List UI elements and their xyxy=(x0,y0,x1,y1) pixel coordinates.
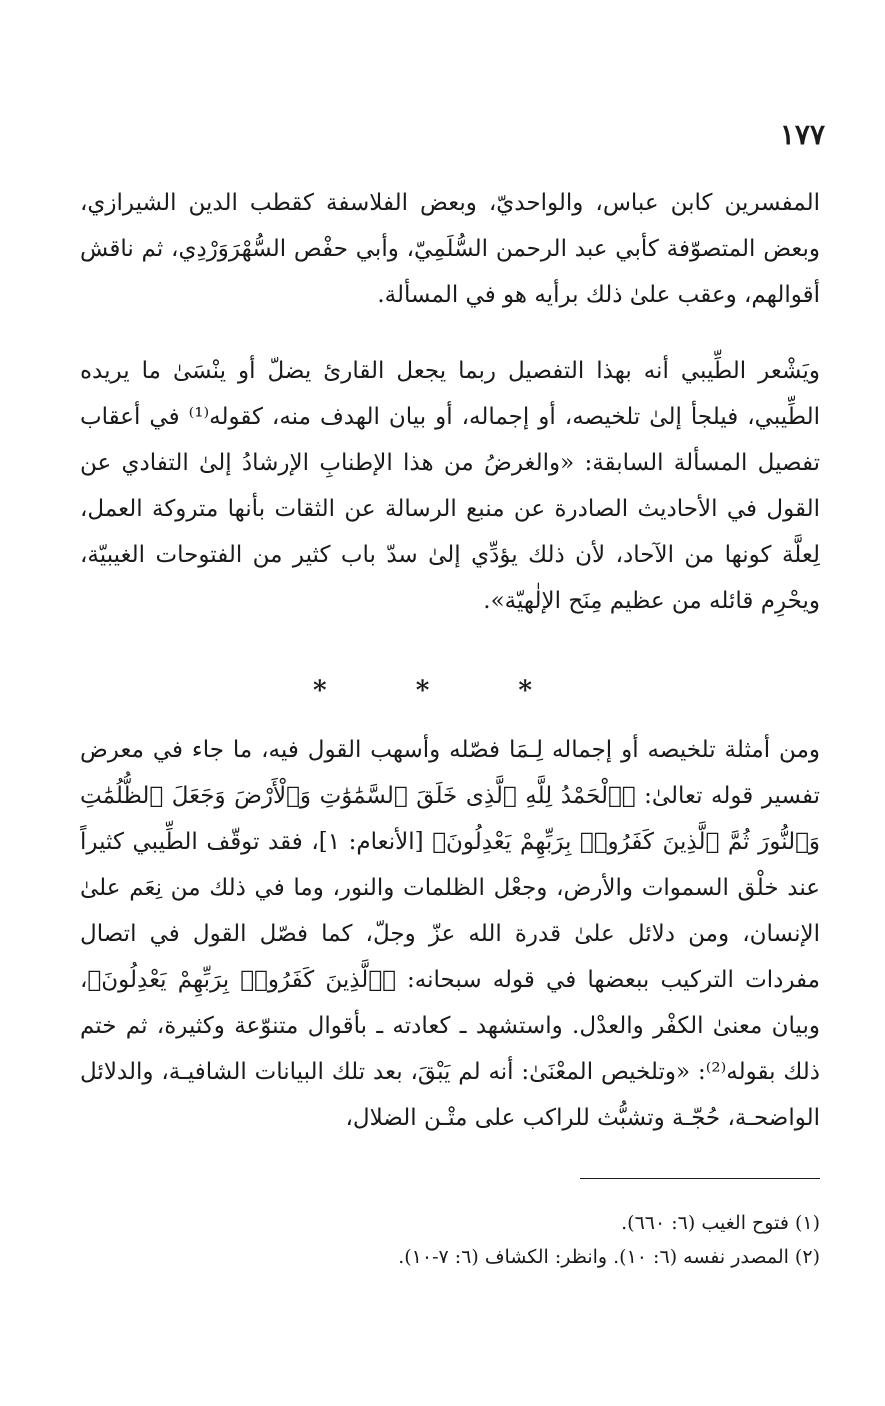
footnote-divider xyxy=(580,1178,820,1179)
paragraph-1 xyxy=(80,180,820,318)
paragraph-3 xyxy=(80,727,820,1141)
footnote-1: (١) فتوح الغيب (٦: ٦٦٠). xyxy=(621,1212,820,1234)
section-separator: * * * xyxy=(313,676,572,706)
paragraph-text: ومن أمثلة تلخيصه أو إجماله لِـمَا فصّله وأسهب القول فيه، ما جاء في معرض تفسير قوله تعالىٰ: ﴿ٱلْحَمْدُ لِلَّهِ ٱلَّذِى خَلَقَ ٱلسَّمَٰوَٰتِ وَٱلْأَرْضَ وَجَعَلَ ٱلظُّلُمَٰتِ وَٱلنُّورَ ثُمَّ ٱلَّذِينَ كَفَرُوا۟ بِرَبِّهِمْ يَعْدِلُونَ﴾ [الأنعام: ١]، فقد توقّف الطِّيبي كثيراً عند خلْق السموات والأرض، وجعْل الظلمات والنور، وما في ذلك من نِعَم علىٰ الإنسان، ومن دلائل علىٰ قدرة الله عزّ وجلّ، كما فصّل القول في اتصال مفردات التركيب ببعضها في قوله سبحانه: ﴿ٱلَّذِينَ كَفَرُوا۟ بِرَبِّهِمْ يَعْدِلُونَ﴾، وبيان معنىٰ الكفْر والعدْل. واستشهد ـ كعادته ـ بأقوال متنوّعة وكثيرة، ثم ختم ذلك بقوله⁽²⁾: «وتلخيص المعْنَىٰ: أنه لم يَبْقَ، بعد تلك البيانات الشافيـة، والدلائل الواضحـة، حُجّـة وتشبُّث للراكب على متْـن الضلال، xyxy=(80,737,820,1131)
footnote-2: (٢) المصدر نفسه (٦: ١٠). وانظر: الكشاف (٦: ٧-١٠). xyxy=(398,1246,820,1268)
paragraph-text: المفسرين كابن عباس، والواحديّ، وبعض الفلاسفة كقطب الدين الشيرازي، وبعض المتصوّفة كأبي عبد الرحمن السُّلَمِيّ، وأبي حفْص السُّهْرَوَرْدِي، ثم ناقش أقوالهم، وعقب علىٰ ذلك برأيه هو في المسألة. xyxy=(80,190,820,308)
page-number: ١٧٧ xyxy=(779,118,825,151)
paragraph-text: ويَشْعر الطِّيبي أنه بهذا التفصيل ربما يجعل القارئ يضلّ أو ينْسَىٰ ما يريده الطِّيبي، فيلجأ إلىٰ تلخيصه، أو إجماله، أو بيان الهدف منه، كقوله⁽¹⁾ في أعقاب تفصيل المسألة السابقة: «والغرضُ من هذا الإطنابِ الإرشادُ إلىٰ التفادي عن القول في الأحاديث الصادرة عن منبع الرسالة عن الثقات بأنها متروكة العمل، لِعلَّة كونها من الآحاد، لأن ذلك يؤدِّي إلىٰ سدّ باب كثير من الفتوحات الغيبيّة، ويحْرِم قائله من عظيم مِنَح الإلٰهيّة». xyxy=(80,358,820,614)
paragraph-2 xyxy=(80,348,820,624)
footnotes xyxy=(80,1206,820,1274)
